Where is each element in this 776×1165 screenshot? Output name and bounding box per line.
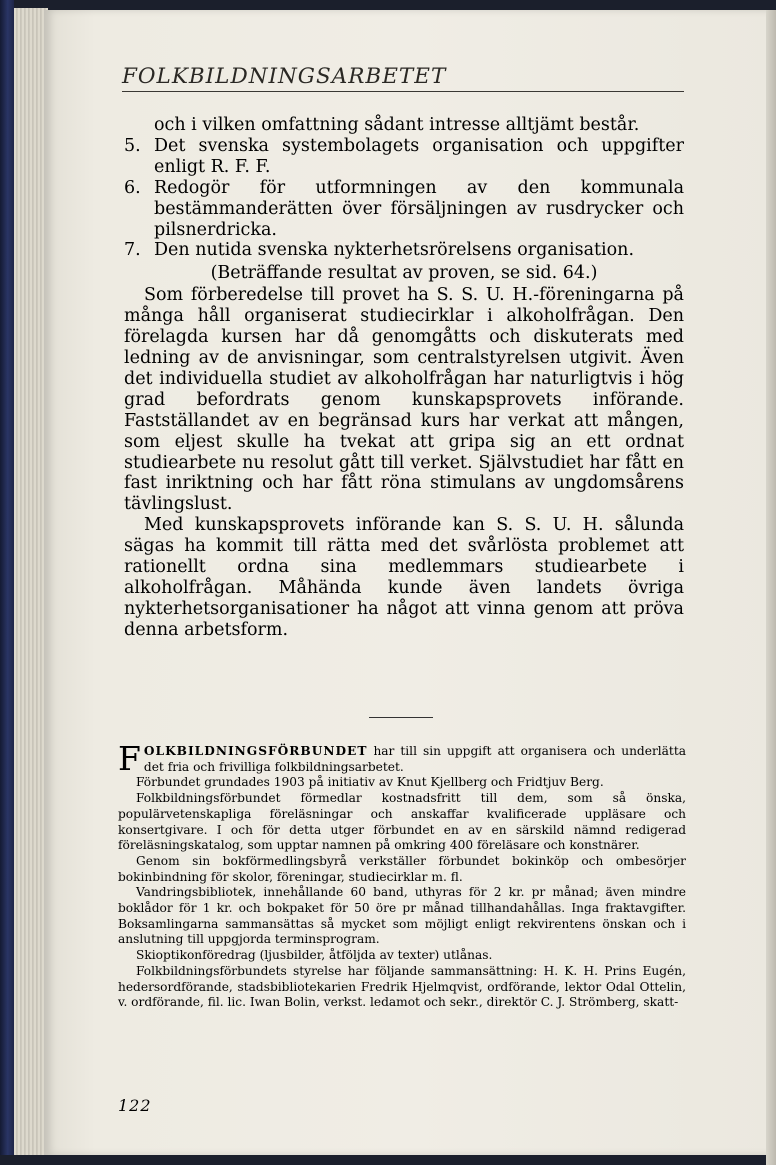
list-item	[124, 178, 684, 241]
section-paragraph: Förbundet grundades 1903 på initiativ av Knut Kjellberg och Fridtjuv Berg.	[136, 775, 604, 790]
organization-name: OLKBILDNINGSFÖRBUNDET	[143, 744, 368, 758]
running-header: FOLKBILDNINGSARBETET	[122, 64, 684, 92]
section-divider	[369, 717, 433, 718]
book-binding	[0, 0, 14, 1155]
page-edges	[14, 8, 48, 1155]
folkbildningsforbundet-section	[118, 739, 686, 1011]
section-lead-paragraph	[118, 739, 686, 778]
list-item	[124, 240, 684, 261]
main-body	[124, 115, 684, 641]
section-paragraph: Skioptikonföredrag (ljusbilder, åtföljda av texter) utlånas.	[136, 948, 493, 963]
list-item	[124, 136, 684, 178]
list-number: 7.	[124, 240, 141, 261]
list-number: 5.	[124, 135, 141, 156]
list-text: Den nutida svenska nykterhetsrörelsens organisation.	[154, 240, 635, 261]
section-lead-text: har till sin uppgift att organisera och underlätta det fria och frivilliga folkbildningsarbetet.	[143, 744, 686, 774]
list-text: Redogör för utformningen av den kommunala bestämmanderätten över försäljningen av rusdrycker och pilsnerdricka.	[154, 177, 684, 240]
list-number: 6.	[124, 177, 141, 198]
section-paragraph: Genom sin bokförmedlingsbyrå verkställer förbundet bokinköp och ombesörjer bokinbindning för skolor, föreningar, studiecirklar m. fl.	[118, 853, 686, 884]
body-paragraph: Med kunskapsprovets införande kan S. S. U. H. sålunda sägas ha kommit till rätta med det svårlösta problemet att rationellt ordna sina medlemmars studiearbete i alkoholfrågan. Måhända kunde även landets övriga nykterhetsorganisationer ha något att vinna genom att pröva denna arbetsform.	[124, 515, 684, 640]
list-continuation: och i vilken omfattning sådant intresse alltjämt består.	[154, 115, 640, 135]
page-number: 122	[118, 1096, 152, 1115]
drop-cap: F	[118, 739, 141, 778]
results-note: (Beträffande resultat av proven, se sid. 64.)	[210, 263, 598, 284]
next-page-edge	[766, 10, 776, 1165]
section-paragraph: Folkbildningsförbundet förmedlar kostnadsfritt till dem, som så önska, populärvetenskapliga föreläsningar och anskaffar kvalificerade uppläsare och konsertgivare. I och för detta utger förbundet en av en särskild nämnd redigerad föreläsningskatalog, som upptar namnen på omkring 400 föreläsare och konstnärer.	[118, 791, 686, 853]
list-text: Det svenska systembolagets organisation och uppgifter enligt R. F. F.	[154, 135, 684, 177]
section-paragraph: Folkbildningsförbundets styrelse har följande sammansättning: H. K. H. Prins Eugén, hedersordförande, stadsbibliotekarien Fredrik Hjelmqvist, ordförande, lektor Odal Ottelin, v. ordförande, fil. lic. Iwan Bolin, verkst. ledamot och sekr., direktör C. J. Strömberg, skatt-	[118, 963, 686, 1010]
section-paragraph: Vandringsbibliotek, innehållande 60 band, uthyras för 2 kr. pr månad; även mindre boklådor för 1 kr. och bokpaket för 50 öre pr månad tillhandahållas. Inga fraktavgifter. Boksamlingarna sammansättas så mycket som möjligt enligt rekvirentens önskan och i anslutning till uppgjorda terminsprogram.	[118, 885, 686, 947]
body-paragraph: Som förberedelse till provet ha S. S. U. H.-föreningarna på många håll organiserat studiecirklar i alkoholfrågan. Den förelagda kursen har då genomgåtts och diskuterats med ledning av de anvisningar, som centralstyrelsen utgivit. Även det individuella studiet av alkoholfrågan har naturligtvis i hög grad befordrats genom kunskapsprovets införande. Fastställandet av en begränsad kurs har verkat att mången, som eljest skulle ha tvekat att gripa sig an ett ordnat studiearbete nu resolut gått till verket. Självstudiet har fått en fast inriktning och har fått röna stimulans av ungdomsårens tävlingslust.	[124, 285, 684, 515]
